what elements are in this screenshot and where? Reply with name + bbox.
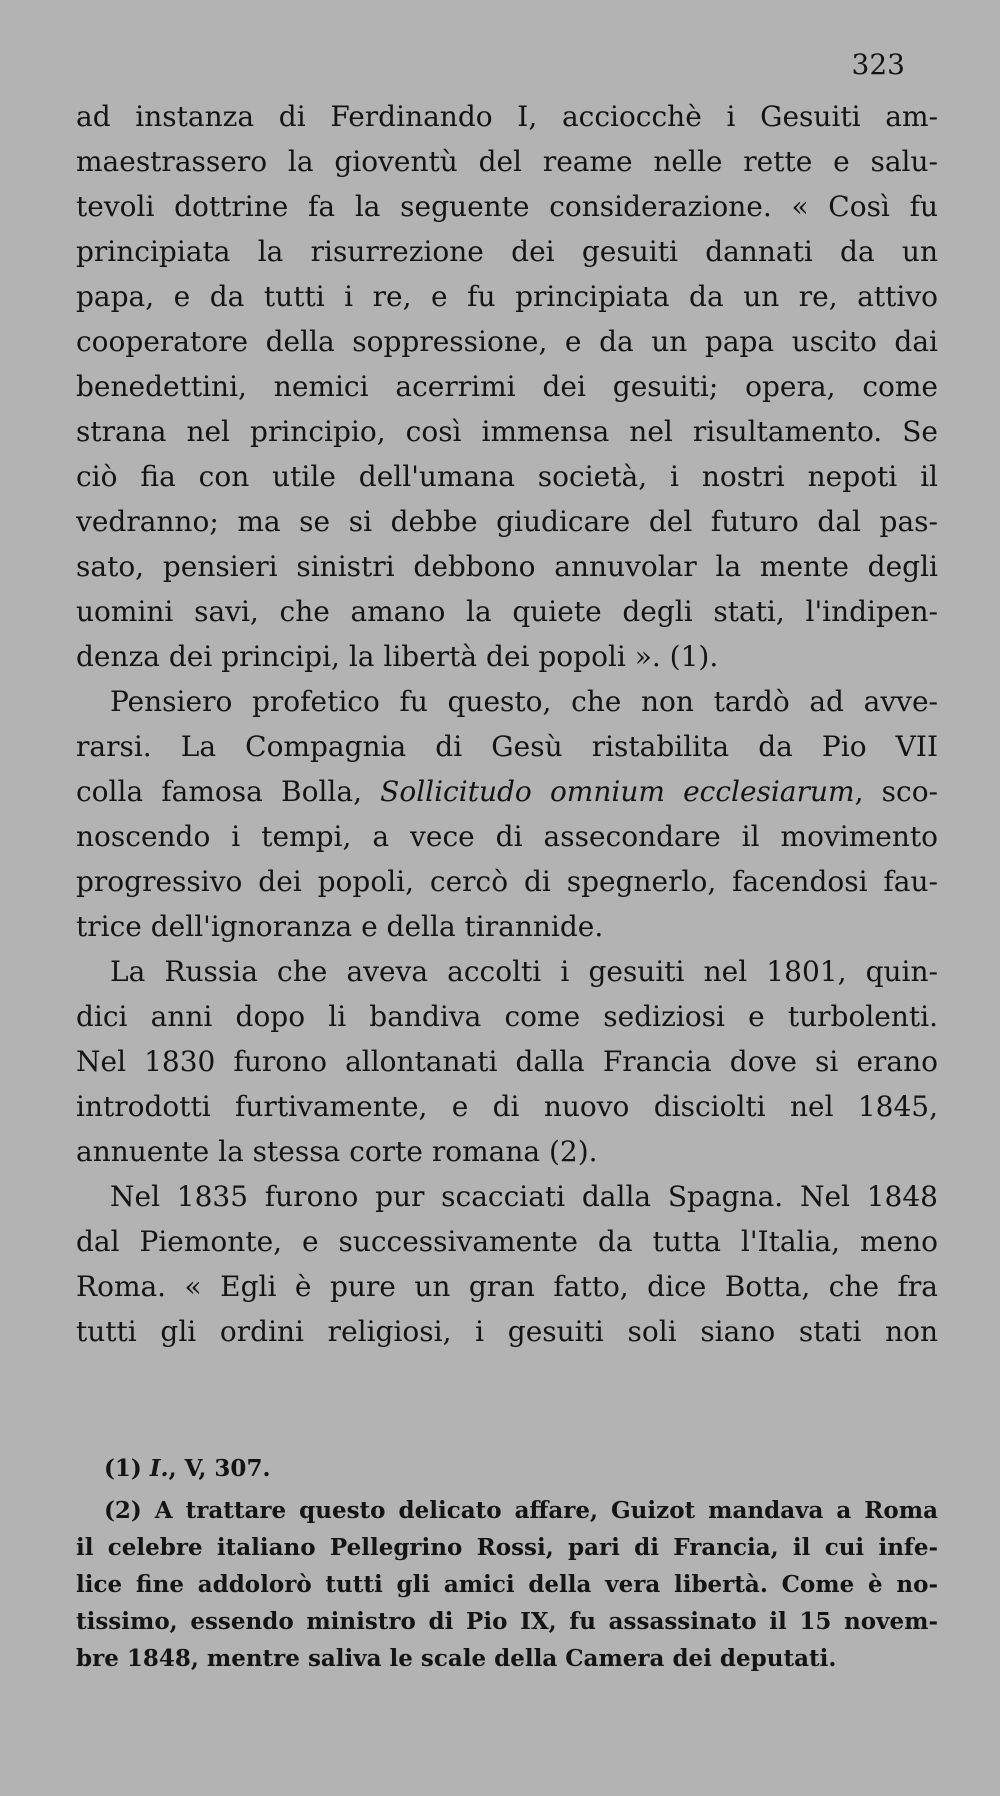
text-line: Nel 1830 furono allontanati dalla Francia dove si erano: [76, 1046, 938, 1078]
text-line: trice dell'ignoranza e della tirannide.: [76, 911, 604, 943]
text-line: noscendo i tempi, a vece di assecondare il movimento: [76, 821, 938, 853]
text-line: uomini savi, che amano la quiete degli stati, l'indipen-: [76, 596, 938, 628]
footnote-line: bre 1848, mentre saliva le scale della Camera dei deputati.: [76, 1645, 837, 1672]
text-line: Roma. « Egli è pure un gran fatto, dice Botta, che fra: [76, 1271, 938, 1303]
footnote-line: tissimo, essendo ministro di Pio IX, fu assassinato il 15 novem-: [76, 1608, 938, 1635]
text-segment: , sco-: [854, 776, 938, 808]
text-line: ad instanza di Ferdinando I, acciocchè i Gesuiti am-: [76, 101, 938, 133]
text-line: papa, e da tutti i re, e fu principiata da un re, attivo: [76, 281, 938, 313]
text-line: rarsi. La Compagnia di Gesù ristabilita da Pio VII: [76, 731, 938, 763]
text-line: sato, pensieri sinistri debbono annuvolar la mente degli: [76, 551, 938, 583]
text-segment: colla famosa Bolla,: [76, 776, 381, 808]
text-line: [76, 776, 938, 810]
text-line: tevoli dottrine fa la seguente considerazione. « Così fu: [76, 191, 938, 223]
text-line: dici anni dopo li bandiva come sediziosi e turbolenti.: [76, 1001, 938, 1033]
bull-title: Sollicitudo omnium ecclesiarum: [380, 776, 855, 808]
footnote-mark: (1): [104, 1455, 142, 1482]
text-line: benedettini, nemici acerrimi dei gesuiti; opera, come: [76, 371, 938, 403]
text-line: dal Piemonte, e successivamente da tutta l'Italia, meno: [76, 1226, 938, 1258]
text-line: denza dei principi, la libertà dei popoli ». (1).: [76, 641, 719, 673]
footnote-1: [104, 1454, 938, 1486]
text-line: principiata la risurrezione dei gesuiti dannati da un: [76, 236, 938, 268]
text-line: maestrassero la gioventù del reame nelle rette e salu-: [76, 146, 938, 178]
text-line: ciò fia con utile dell'umana società, i nostri nepoti il: [76, 461, 938, 493]
text-line: Pensiero profetico fu questo, che non tardò ad avve-: [110, 686, 938, 718]
text-line: annuente la stessa corte romana (2).: [76, 1136, 598, 1168]
text-line: vedranno; ma se si debbe giudicare del futuro dal pas-: [76, 506, 938, 538]
text-line: strana nel principio, così immensa nel risultamento. Se: [76, 416, 938, 448]
text-line: cooperatore della soppressione, e da un papa uscito dai: [76, 326, 938, 358]
footnote-line: lice fine addolorò tutti gli amici della vera libertà. Come è no-: [76, 1571, 938, 1598]
text-line: Nel 1835 furono pur scacciati dalla Spagna. Nel 1848: [110, 1181, 938, 1213]
footnote-ref: I.: [149, 1455, 169, 1482]
text-line: progressivo dei popoli, cercò di spegnerlo, facendosi fau-: [76, 866, 938, 898]
footnote-text: , V, 307.: [168, 1455, 271, 1482]
text-line: La Russia che aveva accolti i gesuiti nel 1801, quin-: [110, 956, 938, 988]
text-line: introdotti furtivamente, e di nuovo disciolti nel 1845,: [76, 1091, 938, 1123]
footnote-line: il celebre italiano Pellegrino Rossi, pari di Francia, il cui infe-: [76, 1534, 938, 1561]
text-line: tutti gli ordini religiosi, i gesuiti soli siano stati non: [76, 1316, 938, 1348]
page-number: 323: [851, 48, 905, 81]
footnote-line: (2) A trattare questo delicato affare, Guizot mandava a Roma: [104, 1497, 938, 1524]
